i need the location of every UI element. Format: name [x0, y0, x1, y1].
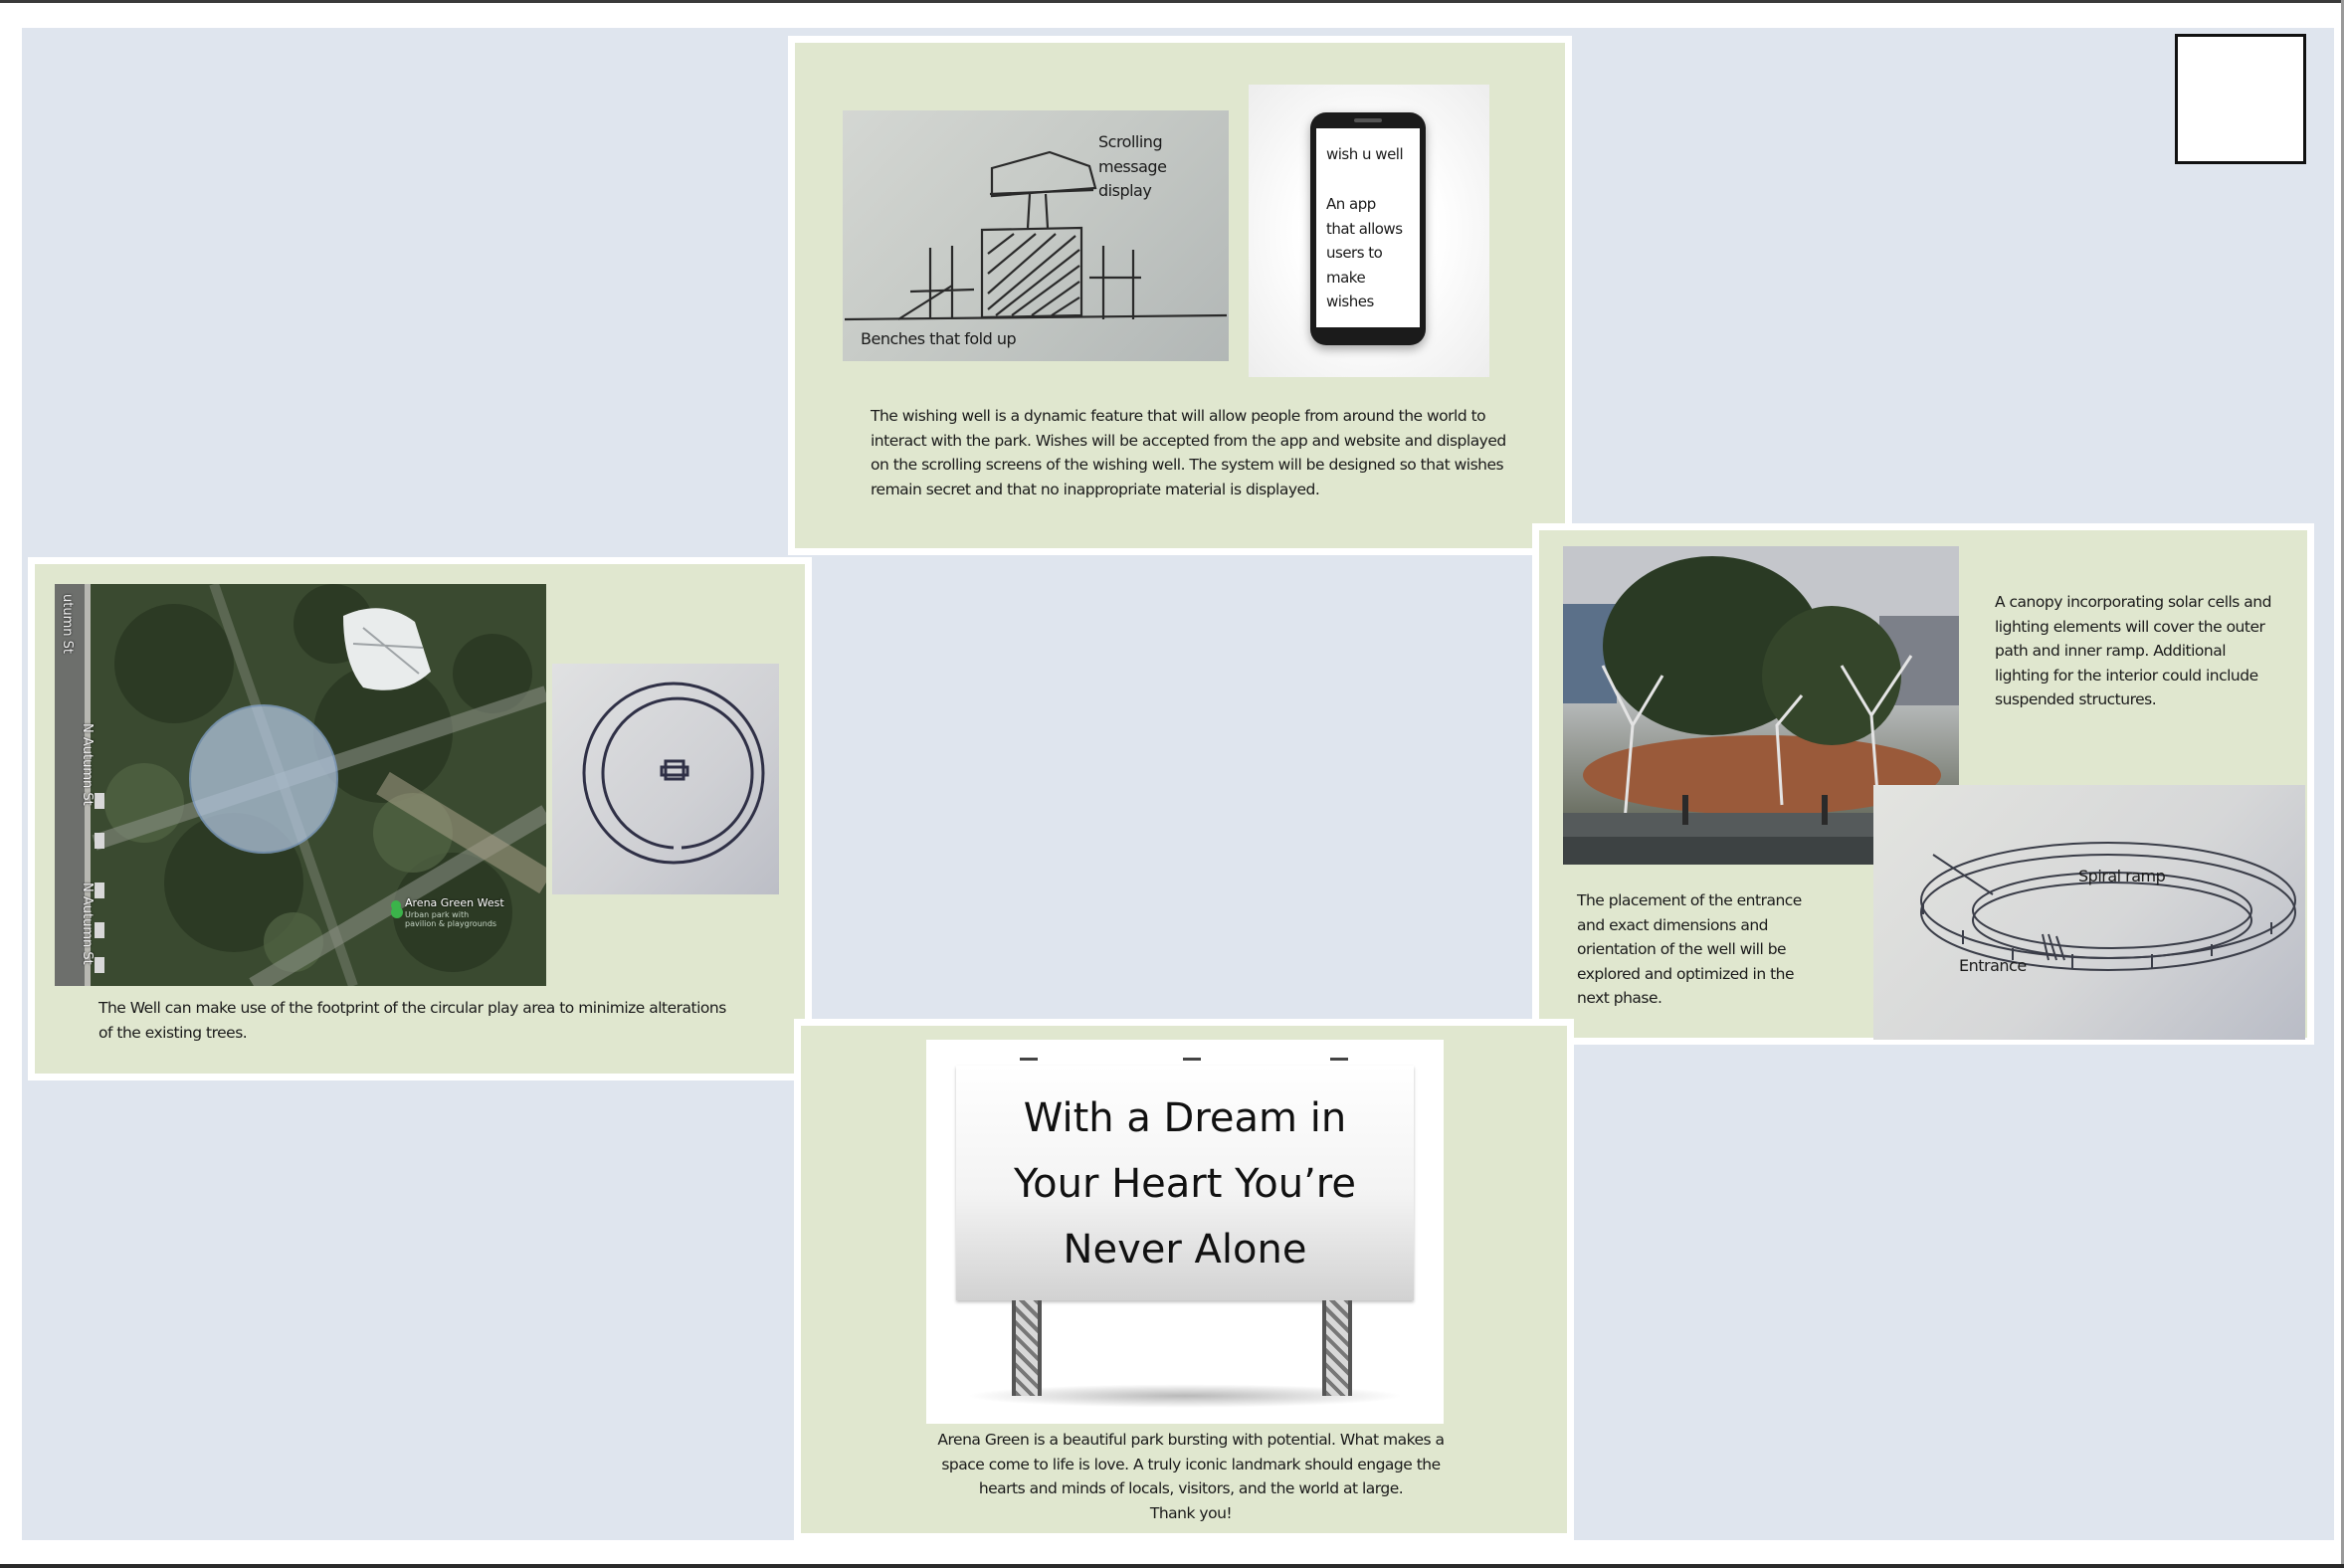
- phone-app-description: An app that allows users to make wishes: [1326, 195, 1403, 310]
- street-label-mid: N Autumn St: [80, 723, 95, 806]
- ring-drawing: [552, 664, 779, 894]
- phone-mockup: [1249, 85, 1489, 377]
- canopy-body-top: A canopy incorporating solar cells and lighting elements will cover the outer path and inner ramp. Additional lighting for the interior could include suspended structures.: [1995, 593, 2271, 708]
- billboard-text: With a Dream in Your Heart You’re Never Alone: [1014, 1095, 1356, 1273]
- billboard-panel: [956, 1066, 1414, 1300]
- spiral-drawing: [1873, 785, 2305, 1040]
- phone-body: [1310, 112, 1426, 345]
- sketch-label-entrance: Entrance: [1959, 956, 2027, 975]
- wishing-well-body: The wishing well is a dynamic feature that will allow people from around the world to interact with the park. Wishes will be accepted from the app and website and displayed on the scrolling screens of the wishing well. The system will be designed so that wishes remain secret and that no inappropriate material is displayed.: [871, 407, 1506, 498]
- aerial-map: [55, 584, 546, 986]
- wishing-well-sketch: [843, 110, 1229, 361]
- billboard-image: [926, 1040, 1444, 1424]
- poi-name: Arena Green West: [405, 896, 504, 909]
- panel-wishing-well: [788, 36, 1572, 555]
- panel-site: [28, 557, 812, 1080]
- street-label-bottom: N Autumn St: [80, 882, 95, 965]
- street-label-top: utumn St: [60, 594, 75, 654]
- ring-plan-sketch: [552, 664, 779, 894]
- closing-body: Arena Green is a beautiful park bursting with potential. What makes a space come to life is love. A truly iconic landmark should engage the hearts and minds of locals, visitors, and the world at large. Thank you!: [937, 1431, 1445, 1522]
- sketch-label-display: Scrolling message display: [1098, 132, 1167, 200]
- billboard-post-right: [1322, 1300, 1352, 1396]
- empty-frame: [2175, 34, 2306, 164]
- panel-canopy: [1532, 523, 2314, 1045]
- panel-closing: [794, 1019, 1574, 1540]
- sketch-label-benches: Benches that fold up: [861, 329, 1017, 348]
- top-border: [0, 0, 2344, 3]
- site-body: The Well can make use of the footprint of the circular play area to minimize alterations of the existing trees.: [98, 999, 726, 1042]
- spiral-ramp-sketch: [1873, 785, 2305, 1040]
- phone-speaker: [1354, 118, 1382, 122]
- bottom-border: [0, 1564, 2344, 1568]
- canopy-body-bottom: The placement of the entrance and exact dimensions and orientation of the well will be explored and optimized in the next phase.: [1577, 891, 1802, 1007]
- phone-screen: [1316, 128, 1420, 327]
- poi-subtitle: Urban park with pavilion & playgrounds: [405, 910, 497, 928]
- sketch-drawing: [843, 110, 1229, 361]
- billboard-post-left: [1012, 1300, 1042, 1396]
- phone-app-title: wish u well: [1326, 145, 1404, 163]
- sketch-label-ramp: Spiral ramp: [2078, 867, 2166, 885]
